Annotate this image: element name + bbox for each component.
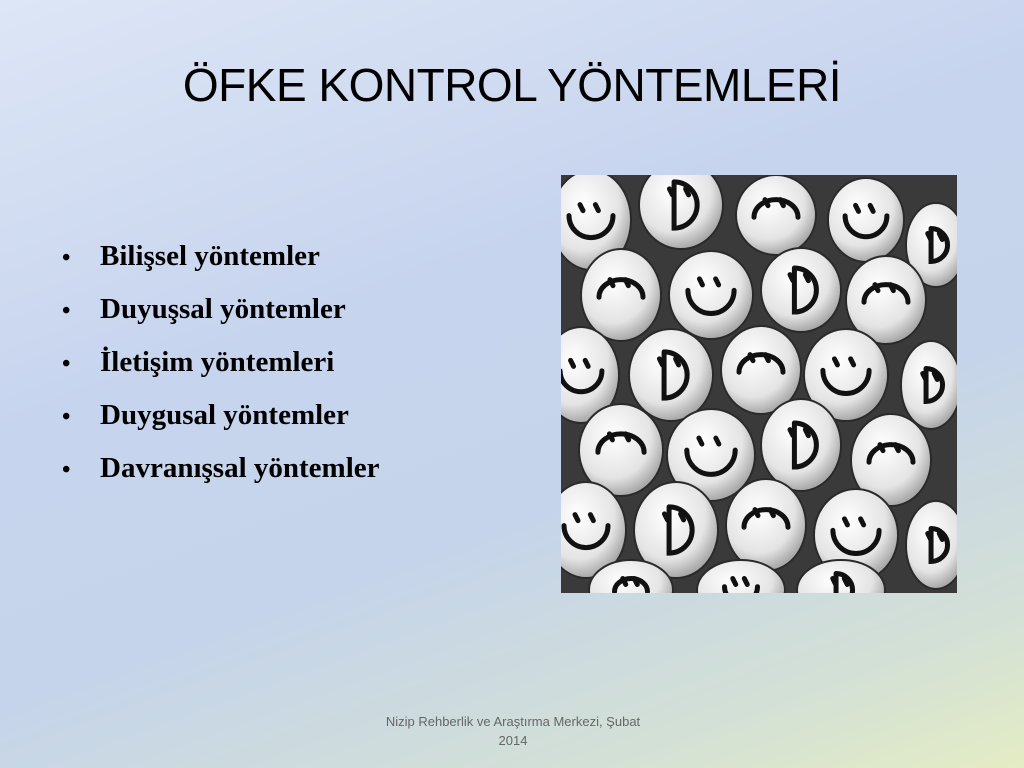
list-item xyxy=(62,452,380,505)
bullet-text: Davranışsal yöntemler xyxy=(100,452,380,484)
slide-title: ÖFKE KONTROL YÖNTEMLERİ xyxy=(182,59,842,111)
bullet-text: İletişim yöntemleri xyxy=(100,346,335,378)
bullet-list xyxy=(62,240,380,505)
footer-line: Nizip Rehberlik ve Araştırma Merkezi, Şubat xyxy=(385,714,641,729)
bullet-icon: • xyxy=(62,351,71,377)
bullet-text: Duygusal yöntemler xyxy=(100,399,349,431)
list-item xyxy=(62,346,380,399)
bullet-text: Bilişsel yöntemler xyxy=(100,240,320,272)
list-item xyxy=(62,293,380,346)
bullet-text: Duyuşsal yöntemler xyxy=(100,293,346,325)
bullet-icon: • xyxy=(62,404,71,430)
bullet-icon: • xyxy=(62,457,71,483)
bullet-icon: • xyxy=(62,298,71,324)
footer-line: 2014 xyxy=(498,733,528,748)
list-item xyxy=(62,240,380,293)
list-item xyxy=(62,399,380,452)
slide-footer xyxy=(348,712,678,750)
bullet-icon: • xyxy=(62,245,71,271)
smiley-pills-photo-icon xyxy=(561,175,957,593)
